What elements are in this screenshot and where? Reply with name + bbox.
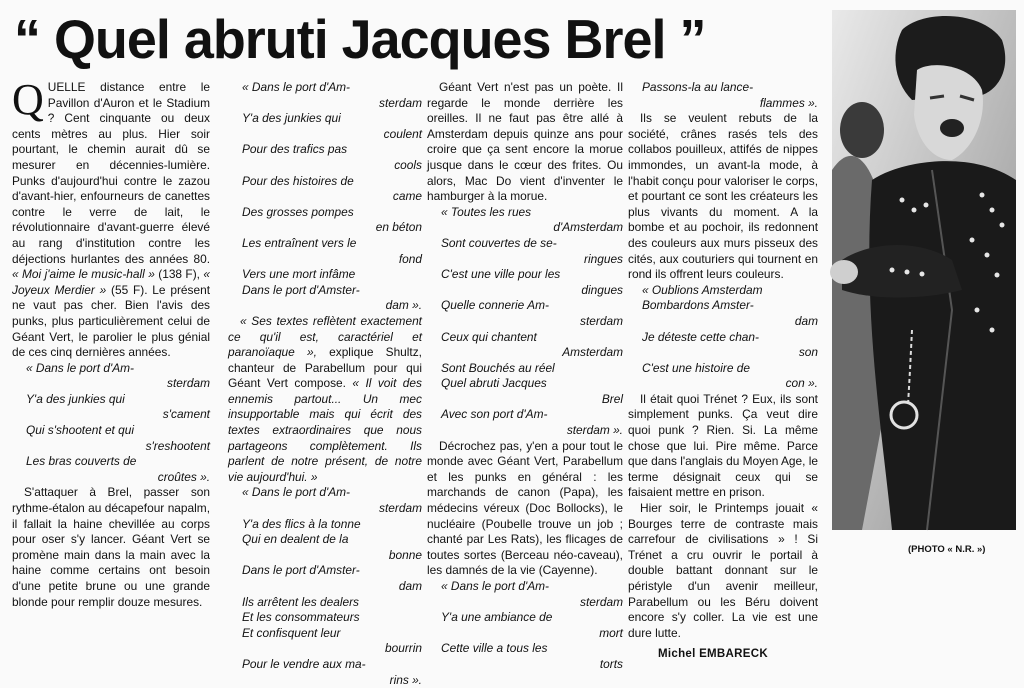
photo-credit: (PHOTO « N.R. ») — [908, 544, 986, 555]
lyric-line: bourrin — [384, 641, 422, 656]
lyric-line: « Toutes les rues — [441, 204, 532, 219]
body-paragraph: Géant Vert n'est pas un poète. Il regarde le monde derrière les oreilles. Il ne faut pas être allé à Amsterdam depuis quinze ans pour croire que ça sent encore la morue jusque dans le cœur des frites. Ou alors, Mac Do vient d'inventer le hamburger à la morue. — [427, 80, 623, 204]
lyric-line: flammes ». — [759, 95, 818, 110]
lyric-line: Cette ville a tous les — [441, 641, 548, 656]
lyric-line: « Dans le port d'Am- — [26, 360, 135, 375]
punk-photo — [832, 10, 1016, 530]
lyric-line: sterdam ». — [566, 423, 623, 438]
lyrics-excerpt-3 — [228, 485, 422, 688]
lyric-line: Vers une mort infâme — [242, 267, 356, 282]
article-headline: “ Quel abruti Jacques Brel ” — [14, 8, 706, 70]
lyric-line: croûtes ». — [157, 469, 210, 484]
lyric-line: d'Amsterdam — [553, 220, 623, 235]
lyric-line: Je déteste cette chan- — [642, 329, 759, 344]
lyric-line: Qui s'shootent et qui — [26, 423, 135, 438]
article-column-4 — [628, 80, 819, 661]
body-paragraph: Ils se veulent rebuts de la société, crânes rasés tels des collabos pouilleux, attifés de nippes immondes, un avant-la mode, à l'habit conçu pour valoriser le corps, et pourtant ce sont les créateurs les plus vivants du moment. A la bombe et au pochoir, ils redonnent des couleurs aux murs pisseux des cités, aux couturiers qui tournent en rond ils offrent leurs couleurs. — [628, 111, 818, 282]
lyric-line: s'reshootent — [145, 438, 210, 453]
lyric-line: Y'a des junkies qui — [26, 391, 125, 406]
lyric-line: Y'a une ambiance de — [441, 610, 553, 625]
lyric-line: sterdam — [580, 313, 623, 328]
body-paragraph: S'attaquer à Brel, passer son rythme-étalon au décapefour napalm, il fallait la haine chevillée au corps pour oser s'y lancer. Géant Vert se promène main dans la main avec la haine comme certains ont besoin d'une petite brune ou une grande blonde pour remplir douze mesures. — [12, 485, 210, 609]
lyric-line: Passons-la au lance- — [642, 80, 754, 94]
lyric-line: Qui en dealent de la — [242, 532, 349, 547]
lyric-line: Quelle connerie Am- — [441, 298, 549, 313]
lyrics-excerpt-2 — [228, 80, 422, 314]
lyric-line: « Dans le port d'Am- — [242, 80, 351, 94]
lyric-line: Pour des trafics pas — [242, 142, 348, 157]
lyric-line: sterdam — [580, 594, 623, 609]
lyrics-excerpt-6 — [628, 80, 818, 111]
album-title-1: « Moi j'aime le music-hall » — [12, 267, 155, 282]
lyric-line: Y'a des junkies qui — [242, 111, 341, 126]
lyric-line: sterdam — [167, 376, 210, 391]
lyric-line: Bombardons Amster- — [642, 298, 754, 313]
lyric-line: « Dans le port d'Am- — [441, 579, 550, 593]
lyric-line: ringues — [584, 251, 623, 266]
lyric-line: « Dans le port d'Am- — [242, 485, 351, 500]
lyrics-excerpt-1 — [12, 361, 210, 486]
lyric-line: Amsterdam — [562, 345, 623, 360]
lyric-line: con ». — [785, 376, 818, 391]
lyric-line: cools — [394, 157, 422, 172]
lyric-line: Les bras couverts de — [26, 454, 137, 469]
album-title-2: « Joyeux Merdier » — [12, 267, 210, 297]
lyric-line: Dans le port d'Amster- — [242, 563, 360, 578]
lyric-line: Dans le port d'Amster- — [242, 282, 360, 297]
lyric-line: mort — [599, 625, 623, 640]
lyric-line: dam — [794, 313, 818, 328]
lyric-line: dingues — [581, 282, 623, 297]
lyric-line: s'cament — [162, 407, 210, 422]
drop-cap: Q — [12, 75, 44, 124]
lyric-line: Et les consommateurs — [242, 610, 360, 625]
lyric-line: torts — [599, 656, 623, 671]
lyric-line: Sont Bouchés au réel — [441, 360, 555, 375]
lyrics-excerpt-7 — [628, 283, 818, 392]
lyric-line: « Oublions Amsterdam — [642, 282, 763, 297]
lyric-line: C'est une ville pour les — [441, 267, 561, 282]
lyric-line: Et confisquent leur — [242, 625, 341, 640]
lyric-line: Ils arrêtent les dealers — [242, 594, 359, 609]
lyric-line: Ceux qui chantent — [441, 329, 537, 344]
lyric-line: Avec son port d'Am- — [441, 407, 548, 422]
punk-photo-illustration — [832, 10, 1016, 530]
lyric-line: Pour des histoires de — [242, 173, 354, 188]
body-paragraph: Décrochez pas, y'en a pour tout le monde avec Géant Vert, Parabellum et les punks en général : les marchands de canon (Papa), les médecins véreux (Doc Bollocks), le nucléaire (Poubelle trouve un job ; chanté par Les Rats), les flicages de toutes sortes (Berceau néo-caveau), les damnés de la vie (Cayenne). — [427, 438, 623, 578]
lyric-line: Brel — [601, 391, 623, 406]
article-column-1 — [12, 75, 210, 609]
lyric-line: Y'a des flics à la tonne — [242, 516, 361, 531]
lyric-line: dam ». — [385, 298, 422, 313]
lyric-line: bonne — [388, 547, 422, 562]
lyric-line: Quel abruti Jacques — [441, 376, 547, 391]
lyric-line: Des grosses pompes — [242, 204, 354, 219]
lyric-line: Les entraînent vers le — [242, 235, 357, 250]
quote-paragraph: « Ses textes reflètent exactement ce qu'il est, caractériel et paranoïaque », explique Shultz, chanteur de Parabellum pour qui Géant Vert compose. « Il voit des ennemis partout... Un mec insupportable mais qui écrit des textes extraordinaires que nous partageons complètement. Ils parlent de notre présent, de notre vie aujourd'hui. » — [228, 313, 422, 484]
lyric-line: dam — [398, 579, 422, 593]
lyric-line: en béton — [375, 220, 422, 235]
lyric-line: Sont couvertes de se- — [441, 235, 557, 250]
lyric-line: coulent — [383, 126, 422, 141]
lyric-line: son — [798, 345, 818, 360]
lead-paragraph: QUELLE distance entre le Pavillon d'Auron et le Stadium ? Cent cinquante ou deux cents mètres au plus. Hier soir pourtant, le chemin aurait dû se mesurer en décennies-lumière. Punks d'aujourd'hui contre le zazou d'avant-hier, enfourneurs de canettes contre le verre de lait, le révolutionnaire d'avant-guerre élevé au rang d'institution contre les déjections hurlantes des années 80. « Moi j'aime le music-hall » (138 F), « Joyeux Merdier » (55 F). Le présent ne vaut pas cher. Bien l'avis des punks, plus particulièrement celui de Géant Vert, le parolier le plus génial de ces cinq dernières années. — [12, 75, 210, 360]
lyric-line: came — [392, 189, 422, 204]
body-paragraph: Il était quoi Trénet ? Eux, ils sont simplement punks. Ça veut dire quoi punk ? Rien. Si. La même chose que lui. Pire même. Parce que dans l'anglais du Moyen Age, le terme désignait ceux qui se faisaient mettre en prison. — [628, 391, 819, 500]
lyric-line: C'est une histoire de — [642, 360, 751, 375]
lyric-line: Pour le vendre aux ma- — [242, 656, 366, 671]
article-column-3 — [427, 80, 623, 671]
lyric-line: sterdam — [379, 95, 422, 110]
lyric-line: sterdam — [379, 501, 422, 516]
body-paragraph: Hier soir, le Printemps jouait « Bourges terre de contraste mais carrefour de civilisations » ! Si Trénet a cru ouvrir le portail à double battant donnant sur le péristyle d'un avenir meilleur, Parabellum ou les Béru doivent encore s'y coller. La vie est une dure lutte. — [628, 501, 818, 640]
article-column-2 — [228, 80, 422, 687]
lyric-line: fond — [398, 251, 422, 266]
lyrics-excerpt-5 — [427, 579, 623, 673]
lyric-line: rins ». — [389, 672, 422, 687]
lyrics-excerpt-4 — [427, 205, 623, 439]
author-byline: Michel EMBARECK — [658, 648, 768, 661]
